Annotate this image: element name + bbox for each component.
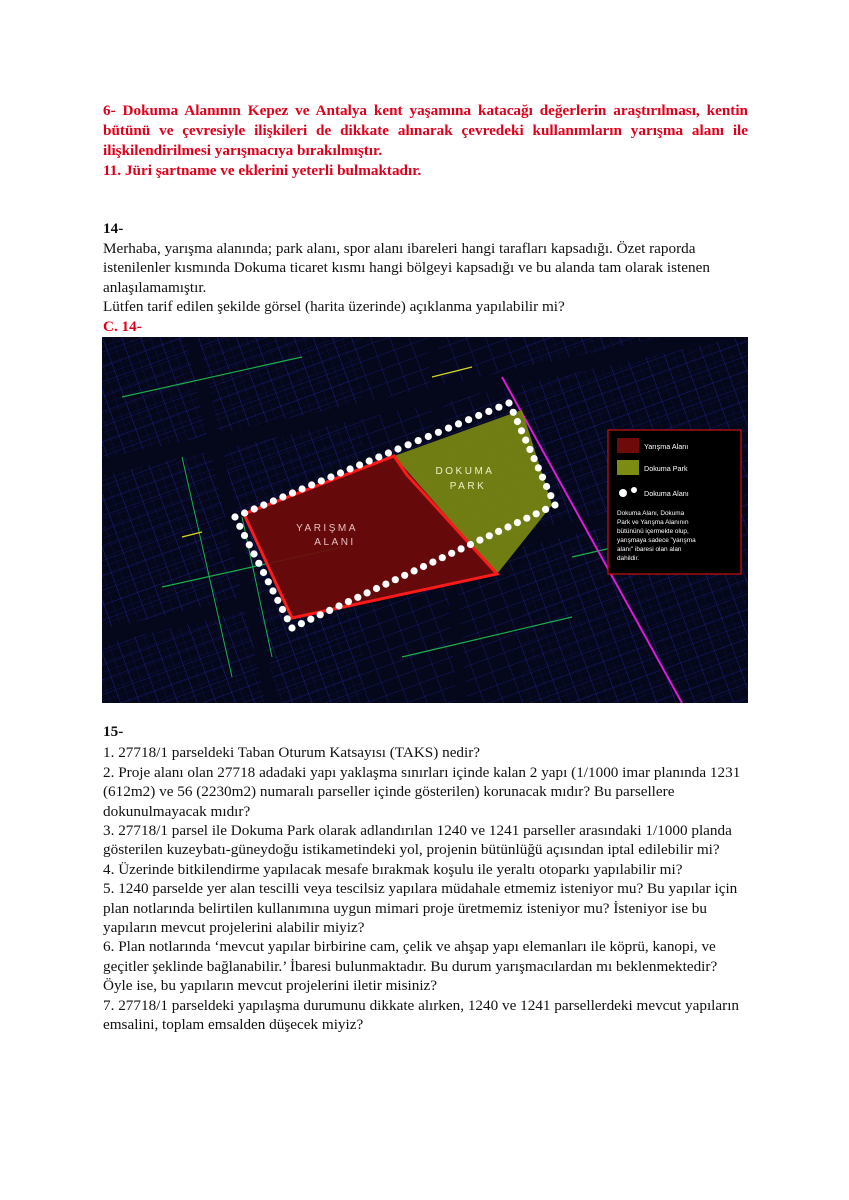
boundary-dot — [535, 464, 542, 471]
boundary-dot — [543, 483, 550, 490]
question-15-item: 7. 27718/1 parseldeki yapılaşma durumunu dikkate alırken, 1240 ve 1241 parsellerdeki mevcut yapıların emsalini, toplam emsalden düşecek miyiz? — [103, 996, 740, 1034]
boundary-dot — [307, 616, 314, 623]
boundary-dot — [289, 489, 296, 496]
boundary-dot — [345, 598, 352, 605]
boundary-dot — [279, 493, 286, 500]
map-legend — [608, 430, 741, 574]
legend-note-line: yarışmaya sadece "yarışma — [617, 537, 696, 544]
jury-answer-block — [103, 101, 748, 181]
boundary-dot — [531, 455, 538, 462]
boundary-dot — [439, 554, 446, 561]
boundary-dot — [394, 445, 401, 452]
boundary-dot — [260, 501, 267, 508]
boundary-dot — [445, 425, 452, 432]
legend-swatch-park — [617, 460, 639, 475]
boundary-dot — [284, 615, 291, 622]
legend-item-yarisma: Yarışma Alanı — [644, 442, 689, 451]
boundary-dot — [308, 481, 315, 488]
boundary-dot — [356, 461, 363, 468]
boundary-dot — [326, 607, 333, 614]
boundary-dot — [435, 429, 442, 436]
boundary-dot — [392, 576, 399, 583]
question-15-heading: 15- — [103, 723, 124, 740]
site-map-svg — [102, 337, 748, 703]
boundary-dot — [526, 446, 533, 453]
boundary-dot — [420, 563, 427, 570]
boundary-dot — [522, 437, 529, 444]
boundary-dot — [265, 578, 272, 585]
boundary-dot — [236, 523, 243, 530]
boundary-dot — [523, 515, 530, 522]
boundary-dot — [495, 528, 502, 535]
question-15-item: 5. 1240 parselde yer alan tescilli veya tescilsiz yapılara müdahale etmemiz isteniyor mu? Bu yapılar için plan notlarında belirtilen kullanımına uygun mimari proje üretmemiz isteniyor mu? İsteniyor ise bu yapıların mevcut projelerini alabilir miyiz? — [103, 880, 738, 937]
question-15-item: 2. Proje alanı olan 27718 adadaki yapı yaklaşma sınırları içinde kalan 2 yapı (1/1000 imar planında 1231 (612m2) ve 56 (2230m2) numaralı parseller içinde gösterilen) korunacak mıdır? Bu parsellere dokunulmayacak mıdır? — [103, 763, 741, 820]
legend-dot-2 — [631, 487, 637, 493]
boundary-dot — [241, 532, 248, 539]
question-15-item: 3. 27718/1 parsel ile Dokuma Park olarak adlandırılan 1240 ve 1241 parseller arasındaki 1/1000 planda gösterilen kuzeybatı-güneydoğu istikametindeki yol, projenin bütünlüğü açısından iptal edilebilir mi? — [103, 822, 732, 859]
boundary-dot — [533, 510, 540, 517]
boundary-dot — [485, 408, 492, 415]
boundary-dot — [551, 501, 558, 508]
boundary-dot — [347, 465, 354, 472]
boundary-dot — [260, 569, 267, 576]
boundary-dot — [510, 409, 517, 416]
boundary-dot — [299, 485, 306, 492]
boundary-dot — [547, 492, 554, 499]
boundary-dot — [465, 416, 472, 423]
boundary-dot — [514, 418, 521, 425]
boundary-dot — [288, 624, 295, 631]
yarisma-label-1: YARIŞMA — [296, 523, 358, 534]
boundary-dot — [425, 433, 432, 440]
boundary-dot — [231, 513, 238, 520]
legend-dot-1 — [619, 489, 627, 497]
boundary-dot — [317, 611, 324, 618]
boundary-dot — [318, 477, 325, 484]
boundary-dot — [505, 399, 512, 406]
boundary-dot — [542, 506, 549, 513]
boundary-dot — [241, 509, 248, 516]
boundary-dot — [373, 585, 380, 592]
boundary-dot — [518, 427, 525, 434]
paragraph-11: 11. Jüri şartname ve eklerini yeterli bulmaktadır. — [103, 162, 422, 179]
boundary-dot — [298, 620, 305, 627]
legend-note-line: Dokuma Alanı, Dokuma — [617, 510, 685, 517]
boundary-dot — [476, 537, 483, 544]
boundary-dot — [354, 594, 361, 601]
site-map-image — [102, 337, 748, 703]
boundary-dot — [335, 602, 342, 609]
boundary-dot — [246, 541, 253, 548]
boundary-dot — [411, 567, 418, 574]
boundary-dot — [366, 457, 373, 464]
boundary-dot — [486, 532, 493, 539]
boundary-dot — [448, 550, 455, 557]
legend-item-park: Dokuma Park — [644, 464, 688, 473]
question-15-item: 6. Plan notlarında ‘mevcut yapılar birbirine cam, çelik ve ahşap yapı elemanları ile köprü, kanopi, ve geçitler şeklinde bağlanabilir.’ İbaresi bulunmaktadır. Bu durum yarışmacılardan mı beklenmektedir? Öyle ise, bu yapıların mevcut projelerini iletir misiniz? — [103, 938, 718, 995]
boundary-dot — [364, 589, 371, 596]
boundary-dot — [375, 453, 382, 460]
answer-14-heading: C. 14- — [103, 317, 142, 335]
boundary-dot — [539, 474, 546, 481]
question-15-item: 4. Üzerinde bitkilendirme yapılacak mesafe bırakmak koşulu ile yeraltı otoparkı yapılabilir mi? — [103, 860, 683, 878]
boundary-dot — [279, 606, 286, 613]
paragraph-6: 6- Dokuma Alanının Kepez ve Antalya kent yaşamına katacağı değerlerin araştırılması, kentin bütünü ve çevresiyle ilişkileri de dikkate alınarak çevredeki kullanımların yarışma alanı ile ilişkilendirilmesi yarışmacıya bırakılmıştır. — [103, 102, 748, 159]
park-label-1: DOKUMA — [435, 466, 495, 477]
boundary-dot — [250, 550, 257, 557]
question-15 — [103, 722, 748, 1035]
legend-note-line: alanı" ibaresi olan alan — [617, 546, 682, 553]
boundary-dot — [327, 473, 334, 480]
boundary-dot — [458, 545, 465, 552]
boundary-dot — [405, 441, 412, 448]
boundary-dot — [269, 587, 276, 594]
boundary-dot — [270, 497, 277, 504]
question-15-item: 1. 27718/1 parseldeki Taban Oturum Katsayısı (TAKS) nedir? — [103, 744, 481, 762]
boundary-dot — [504, 523, 511, 530]
yarisma-label-2: ALANI — [314, 537, 356, 548]
question-14-heading: 14- — [103, 220, 124, 237]
boundary-dot — [455, 420, 462, 427]
boundary-dot — [337, 469, 344, 476]
boundary-dot — [401, 572, 408, 579]
boundary-dot — [467, 541, 474, 548]
boundary-dot — [429, 559, 436, 566]
boundary-dot — [415, 437, 422, 444]
park-label-2: PARK — [449, 481, 487, 492]
legend-note-line: bütününü içermekte olup, — [617, 528, 689, 535]
boundary-dot — [382, 581, 389, 588]
question-14 — [103, 219, 748, 336]
boundary-dot — [274, 597, 281, 604]
legend-item-dokuma-alani: Dokuma Alanı — [644, 489, 689, 498]
question-14-request: Lütfen tarif edilen şekilde görsel (harita üzerinde) açıklanma yapılabilir mi? — [103, 298, 565, 315]
boundary-dot — [514, 519, 521, 526]
legend-note-line: dahildir. — [617, 555, 640, 562]
legend-note-line: Park ve Yarışma Alanının — [617, 519, 689, 526]
boundary-dot — [475, 412, 482, 419]
boundary-dot — [251, 505, 258, 512]
question-14-text: Merhaba, yarışma alanında; park alanı, spor alanı ibareleri hangi tarafları kapsadığı. Özet raporda istenilenler kısmında Dokuma ticaret kısmı hangi bölgeyi kapsadığı ve bu alanda tam olarak istenen anlaşılamamıştır. — [103, 239, 710, 296]
boundary-dot — [255, 560, 262, 567]
boundary-dot — [385, 449, 392, 456]
boundary-dot — [495, 404, 502, 411]
legend-swatch-yarisma — [617, 438, 639, 453]
